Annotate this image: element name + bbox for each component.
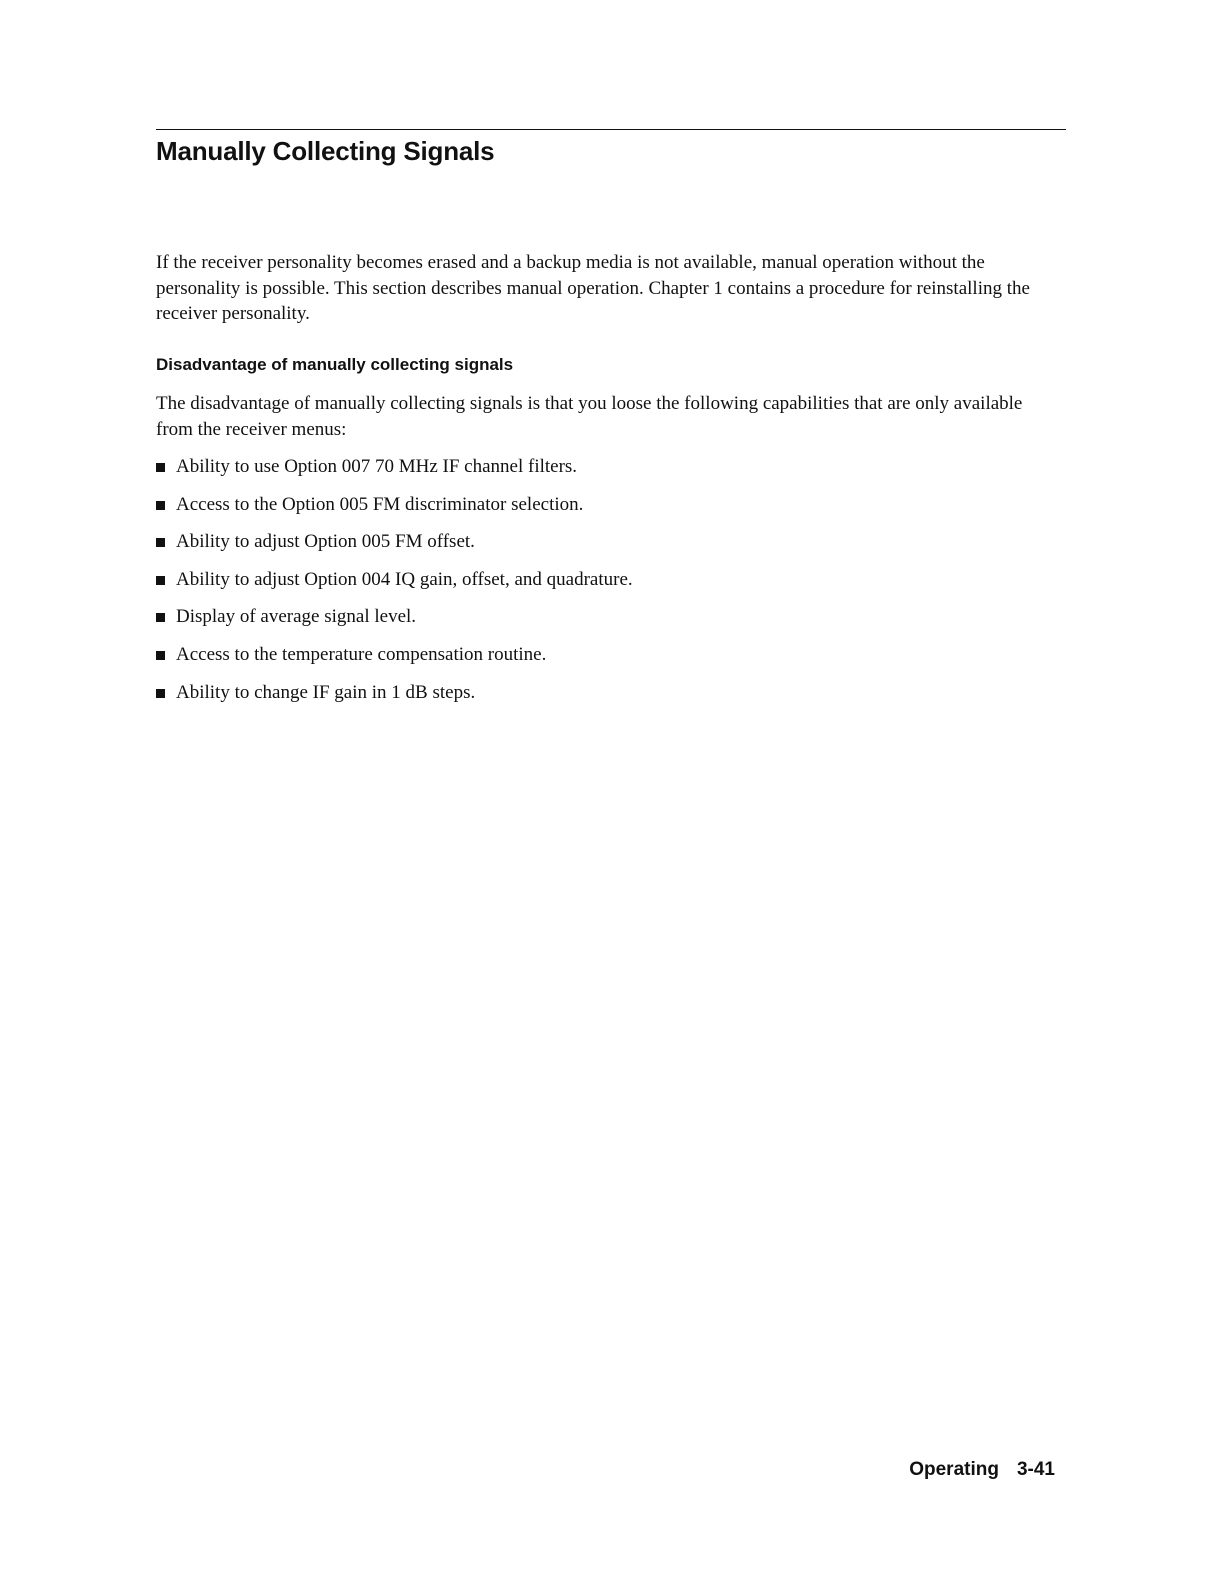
list-item <box>156 642 1056 680</box>
list-item-text: Ability to change IF gain in 1 dB steps. <box>176 681 476 703</box>
list-item-text: Ability to use Option 007 70 MHz IF channel filters. <box>176 456 578 477</box>
list-item <box>156 567 1056 605</box>
section-title: Manually Collecting Signals <box>156 136 495 166</box>
capabilities-list <box>156 454 1056 717</box>
list-item-text: Ability to adjust Option 005 FM offset. <box>176 531 475 553</box>
list-item <box>156 680 1056 718</box>
list-item-text: Access to the Option 005 FM discriminator selection. <box>176 493 584 515</box>
square-bullet-icon <box>156 538 165 547</box>
list-item-text: Ability to adjust Option 004 IQ gain, offset, and quadrature. <box>176 568 633 590</box>
disadvantage-paragraph: The disadvantage of manually collecting signals is that you loose the following capabilities that are only available from the receiver menus: <box>156 393 1023 440</box>
footer-chapter: Operating <box>909 1459 999 1480</box>
list-item-text: Display of average signal level. <box>176 606 417 628</box>
list-item <box>156 492 1056 530</box>
list-item <box>156 604 1056 642</box>
footer-page-number: 3-41 <box>1016 1459 1055 1480</box>
list-item-text: Access to the temperature compensation routine. <box>176 643 547 665</box>
square-bullet-icon <box>156 689 165 698</box>
list-item <box>156 454 1056 492</box>
square-bullet-icon <box>156 651 165 660</box>
square-bullet-icon <box>156 501 165 510</box>
square-bullet-icon <box>156 613 165 622</box>
intro-paragraph: If the receiver personality becomes erased and a backup media is not available, manual operation without the personality is possible. This section describes manual operation. Chapter 1 contains a procedure for reinstalling the receiver personality. <box>156 252 1030 324</box>
square-bullet-icon <box>156 576 165 585</box>
top-rule <box>156 129 1066 130</box>
square-bullet-icon <box>156 463 165 472</box>
subsection-heading: Disadvantage of manually collecting signals <box>156 355 514 374</box>
list-item <box>156 529 1056 567</box>
page-footer <box>909 1458 1055 1482</box>
